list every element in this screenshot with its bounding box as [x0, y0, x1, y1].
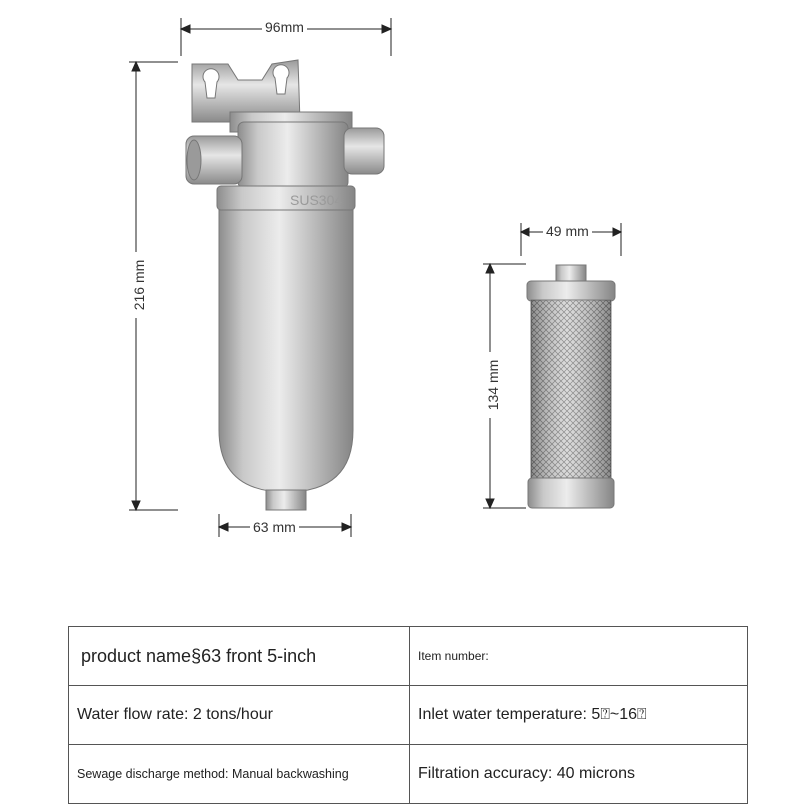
- spec-table: [68, 626, 748, 804]
- cartridge-height-label: 134 mm: [485, 352, 501, 418]
- spec-cell-product-name: [69, 627, 410, 686]
- spec-row: [69, 686, 748, 745]
- filtration-text: Filtration accuracy: 40 microns: [418, 765, 635, 782]
- spec-cell-item-number: [410, 627, 748, 686]
- housing-outlet-label: 63 mm: [250, 519, 299, 535]
- filter-housing: [186, 60, 384, 510]
- spec-cell-inlet-temp: [410, 686, 748, 745]
- inlet-temp-text: Inlet water temperature: 5⍰~16⍰: [418, 706, 647, 723]
- spec-cell-filtration: [410, 745, 748, 804]
- spec-row: [69, 745, 748, 804]
- spec-cell-flow-rate: [69, 686, 410, 745]
- housing-engraving: SUS304: [290, 192, 343, 208]
- cartridge-width-label: 49 mm: [543, 223, 592, 239]
- sewage-text: Sewage discharge method: Manual backwashing: [77, 767, 349, 781]
- spec-cell-sewage: [69, 745, 410, 804]
- product-name-text: product name§63 front 5-inch: [81, 645, 317, 666]
- item-number-text: Item number:: [418, 649, 489, 663]
- spec-row: [69, 627, 748, 686]
- flow-rate-text: Water flow rate: 2 tons/hour: [77, 706, 273, 723]
- filter-cartridge: [527, 265, 615, 508]
- housing-height-label: 216 mm: [131, 252, 147, 318]
- housing-width-label: 96mm: [262, 19, 307, 35]
